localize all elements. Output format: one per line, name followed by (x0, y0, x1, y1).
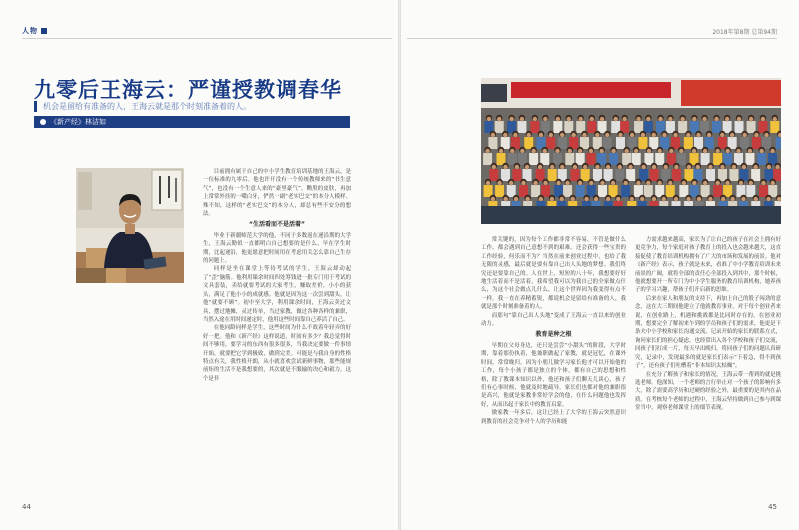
author-bullet-icon (40, 119, 46, 125)
paragraph: 后来在家人和朋友的支持下，再加上自己的股子闯劲的意念，这在大三期间他建立了他就教育事业。对于每个创业者来说，在创业路上，机遇和挑战都是比同时存在的，在创业初期，想要完全了解初来乍到的学员和孩子们的需求，他更是下条夫中小学校和家长沟通交流，记录开始的家长的联系方式，询问家长们的担心疑虑。也经常出入各个学校和孩子们交流，同孩子们打成一片，每天早出晚归，将同孩子们的问题认真研究，记录中，发现最多的就是家长们表示“下着急，得不到孩子”，还有孩子们吐槽着“非本知识太枯燥”。 (635, 295, 781, 370)
paragraph: 毕业于新疆师范大学的他，不同于多数返在递沿期的大学生，王海云勤似一直都明白自己想要的是什么。早在学生时期，比起递沿，他更愿意把时间用在考虑用关怎么靠自己生存的问题上。 (203, 232, 351, 265)
issue-info: 2018年第8期 总第94期 (712, 29, 777, 36)
section-heading: “生活看而不是活着” (249, 221, 305, 229)
right-page (401, 0, 799, 530)
article-title: 九零后王海云：严谨授教调春华 (34, 77, 342, 102)
group-photo-illustration (481, 78, 781, 224)
paragraph: 而那句“靠自己出人头地”变成了王海云一直以来的创业动力。 (481, 312, 626, 328)
header-rule (22, 38, 392, 39)
author-name: 《新产经》林洁如 (50, 118, 106, 126)
section-heading: 教育是种之根 (535, 331, 572, 339)
paragraph: 早期在父母身边，还只是尝尝“小甜头”的阶段，大学时期，靠着那份执着，他兼职做起了家教，就是冠忆，在课外时间，常常晚归，因为小朋儿做学习家长他才可以开始他的工作，每个小孩子都是独立的个体，都有自己的思想和性格，除了教课本知识以外，他还和孩子们聊天儿谈心，孩子们有心事时候，他就及时地疏导，家长们也都对他的兼职很是高兴，他就是家教非常好学会的他，在什么问题他也发挥好，从而出起于家长中的教育启蒙。 (481, 342, 626, 408)
author-bar (34, 116, 350, 128)
page-number-right: 45 (768, 503, 777, 511)
header-rule (407, 38, 777, 39)
page-number-left: 44 (22, 503, 31, 511)
section-tag: 人物 (22, 26, 47, 36)
paragraph: 在他同龄同样是学生，这些时间为什么不故着年轻弄的好好一把。他和《新产经》这样说道，时间有多少？我总觉得时间不够用，要学习的东西有很多很多，当我决定要做一件事情开始，就要把它学到极致，做到完美。可能是与我自身的性格特点有关，我性格开朗，从小就喜欢尝试新鲜事物，那些能规前矩的生活不是我想要的，其次就是不服输的决心和毅力，这个是非 (203, 325, 351, 382)
paragraph: 目前拥有属于自己的中小学生教育培训基地的王海云，是一位标准的九零后。他也许开没有一个传统教师来的“书生意气”，也没有一个生意人来的“豪里豪气”，黝黑的皮肤，再加上常常外挂的一嘴白牙，俨然一副“老实巴交”的本分人模样。殊不知，这样的“老实巴交”的本分人，却总有些不安分的想法。 (203, 169, 351, 218)
left-column-1 (203, 168, 351, 508)
left-page (0, 0, 398, 530)
paragraph: 力需求越来越高，家长为了让自己的孩子在社会上拥有好更竞争力，每个家庭对孩子教育上的投入也会越来越大，这直接促使了教育培训机构拥有了广大的市场和发展的前景。他对《新产经》表示，孩子就是未来，看准了中小学教育培训未来前景的广阔，就将全部的责任心全部投入到其中，那个时候，他就想要开一所专门为中小学生服务的教育培训机构，她养孩子的学习兴趣，帮孩子们开启新的思维。 (635, 237, 781, 294)
portrait-photo (76, 168, 184, 283)
paragraph: 做家教一年多后，这让已经上了大学的王海云突然意识到教育的社会竞争对个人的学历和能 (481, 410, 626, 425)
group-photo (481, 78, 781, 224)
right-column-1 (481, 236, 626, 508)
paragraph: 常关键的，因为每个工作都非常不容易，不管是做什么工作，都会遇到自己意想不到的艰难。还会获得一些宝贵的工作经验，何乐而不为？当然在前来创业过程中，也给了我无限的灵感，最后就是要有靠自己出人头地的梦想。我们终究还是要靠自己的。人在世上，短短的八十年，我想要好好地生活着而不是活着，我希望我可以为我自己的全家做点什么，为这个社会做点儿什么，让这个世界因为我变得有点不一样。我一直在养精蓄锐，都说机会是留给有准备的人，我就是那个时刻准备着的人。 (481, 237, 626, 311)
section-marker-icon (41, 28, 47, 34)
article-subtitle: 机会是留给有准备的人，王海云就是那个时刻准备着的人。 (34, 101, 251, 112)
paragraph: 同样是坐在课堂上等待考试的学生，王海云却动起了“歪”脑筋。他利用课余时间四处筹钱进一批专门用于考试的文具套装，卖给就要考试的大家考生，赚取差价。小小的获头，满足了他小小的成就感。他就是因为这一次尝到甜头，让他“就要不顾”。初中至大学，利用课余时间，王海云卖过文具，摆过地摊，灵过传单，当过家教，做过各种各样的兼职，当然入途在用时间递定时，他用这些时间靠自己养活了自己。 (203, 266, 351, 323)
portrait-illustration (76, 168, 184, 283)
right-column-2 (635, 236, 781, 508)
paragraph: 在充分了解孩子和家长的情况，王海云带一帮到的就是挑选老师。他深知，一个老师的言行举止对一个孩子的影响有多大，除了需要高学历和过硬的经验之外，最重要的是其内在品质。在考核每个老师的过程中，王海云坚持做到自己参与到课堂当中，观察老师课堂上的细节表现。 (635, 371, 781, 412)
